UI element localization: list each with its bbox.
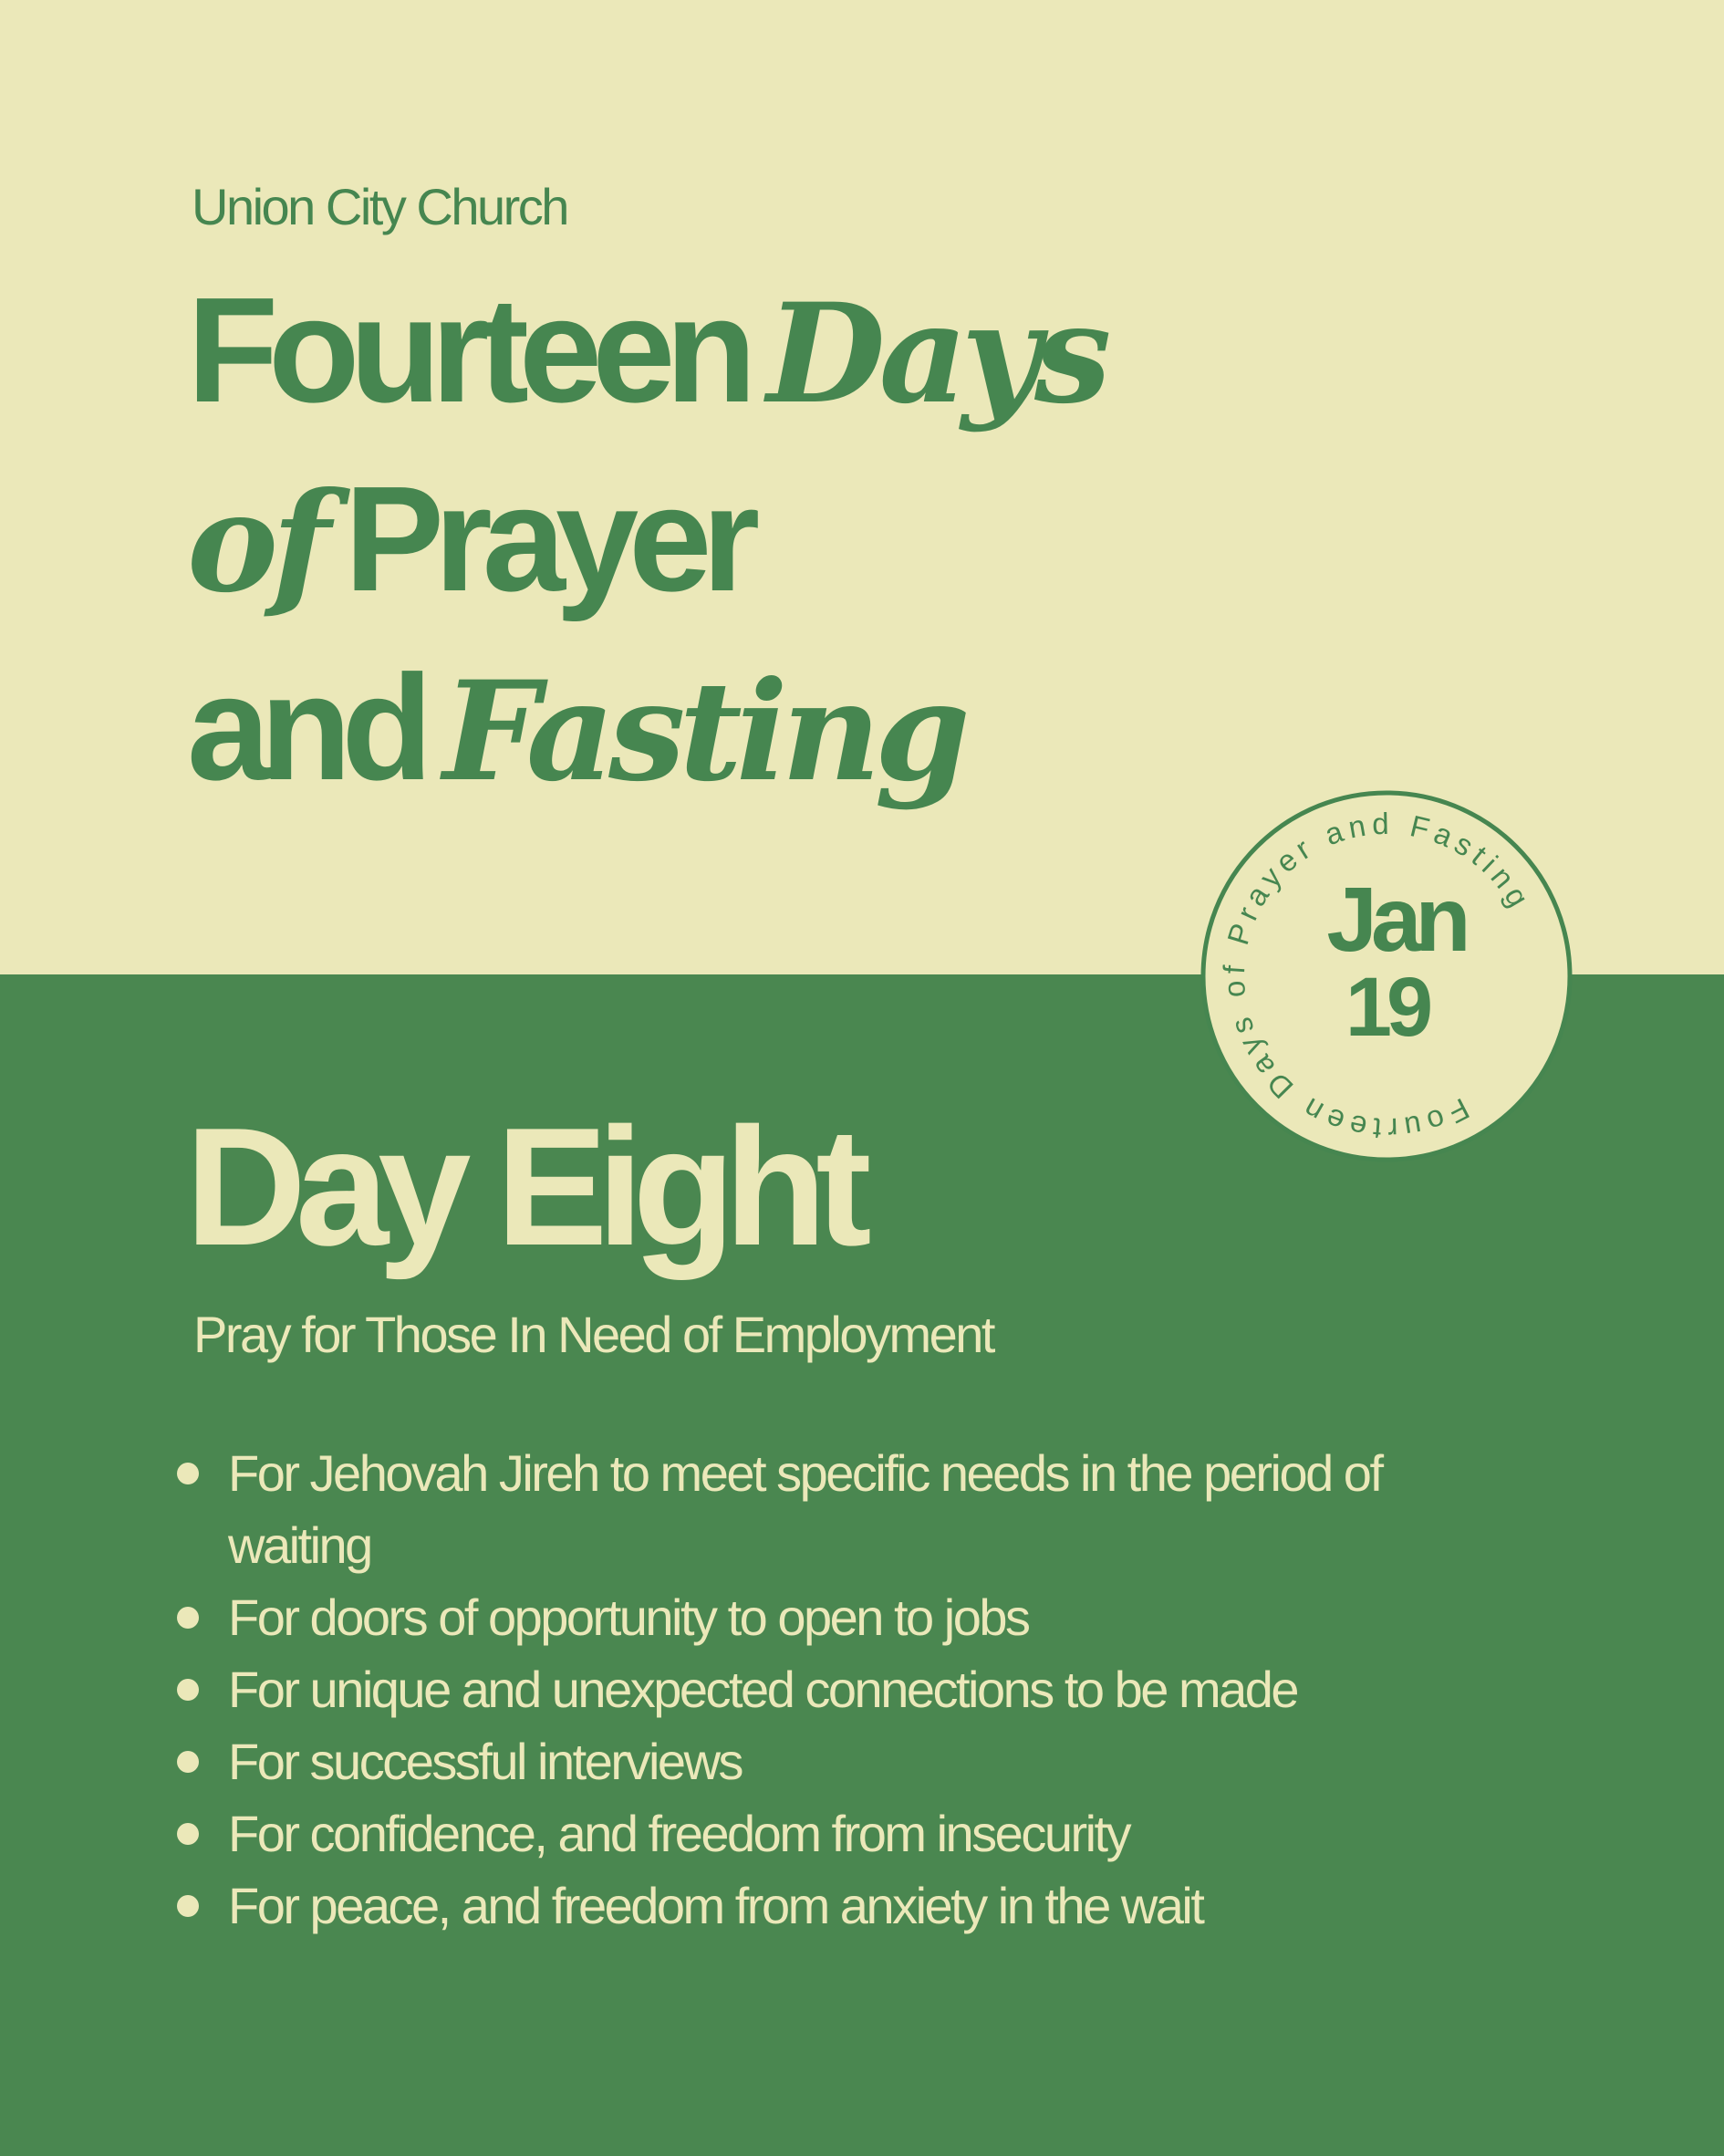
bullet-icon — [177, 1751, 199, 1773]
list-item-text: For Jehovah Jireh to meet specific needs in the period of waiting — [228, 1444, 1382, 1574]
event-title-line-1 — [187, 255, 1282, 444]
list-item-text: For doors of opportunity to open to jobs — [228, 1588, 1029, 1646]
title-word-and: and — [187, 644, 423, 811]
day-title: Day Eight — [185, 1092, 861, 1280]
church-name: Union City Church — [192, 178, 567, 235]
list-item-text: For confidence, and freedom from insecurity — [228, 1805, 1130, 1862]
badge-date — [1195, 869, 1578, 1054]
title-word-fasting: Fasting — [442, 651, 964, 812]
title-word-days: Days — [766, 274, 1106, 434]
list-item-text: For unique and unexpected connections to be made — [228, 1661, 1298, 1718]
event-title-line-3 — [187, 633, 1282, 822]
badge-day: 19 — [1345, 961, 1428, 1054]
day-subtitle: Pray for Those In Need of Employment — [193, 1306, 993, 1363]
bullet-icon — [177, 1463, 199, 1484]
title-word-fourteen: Fourteen — [187, 266, 747, 433]
bullet-icon — [177, 1895, 199, 1917]
list-item — [228, 1581, 1450, 1653]
event-title-line-2 — [187, 444, 1282, 633]
list-item — [228, 1797, 1450, 1870]
list-item — [228, 1653, 1450, 1725]
title-word-prayer: Prayer — [344, 455, 751, 622]
bullet-icon — [177, 1607, 199, 1629]
list-item — [228, 1725, 1450, 1797]
title-word-of: of — [187, 463, 325, 623]
list-item — [228, 1437, 1450, 1581]
badge-month: Jan — [1326, 869, 1465, 971]
event-title — [187, 255, 1282, 822]
bullet-icon — [177, 1823, 199, 1845]
prayer-points-list — [228, 1437, 1450, 1942]
date-badge — [1195, 785, 1578, 1168]
badge-ring-textpath: Fourteen Days of Prayer and Fasting — [1216, 806, 1539, 1147]
list-item — [228, 1870, 1450, 1942]
list-item-text: For successful interviews — [228, 1733, 743, 1790]
list-item-text: For peace, and freedom from anxiety in the wait — [228, 1877, 1203, 1934]
bullet-icon — [177, 1679, 199, 1701]
